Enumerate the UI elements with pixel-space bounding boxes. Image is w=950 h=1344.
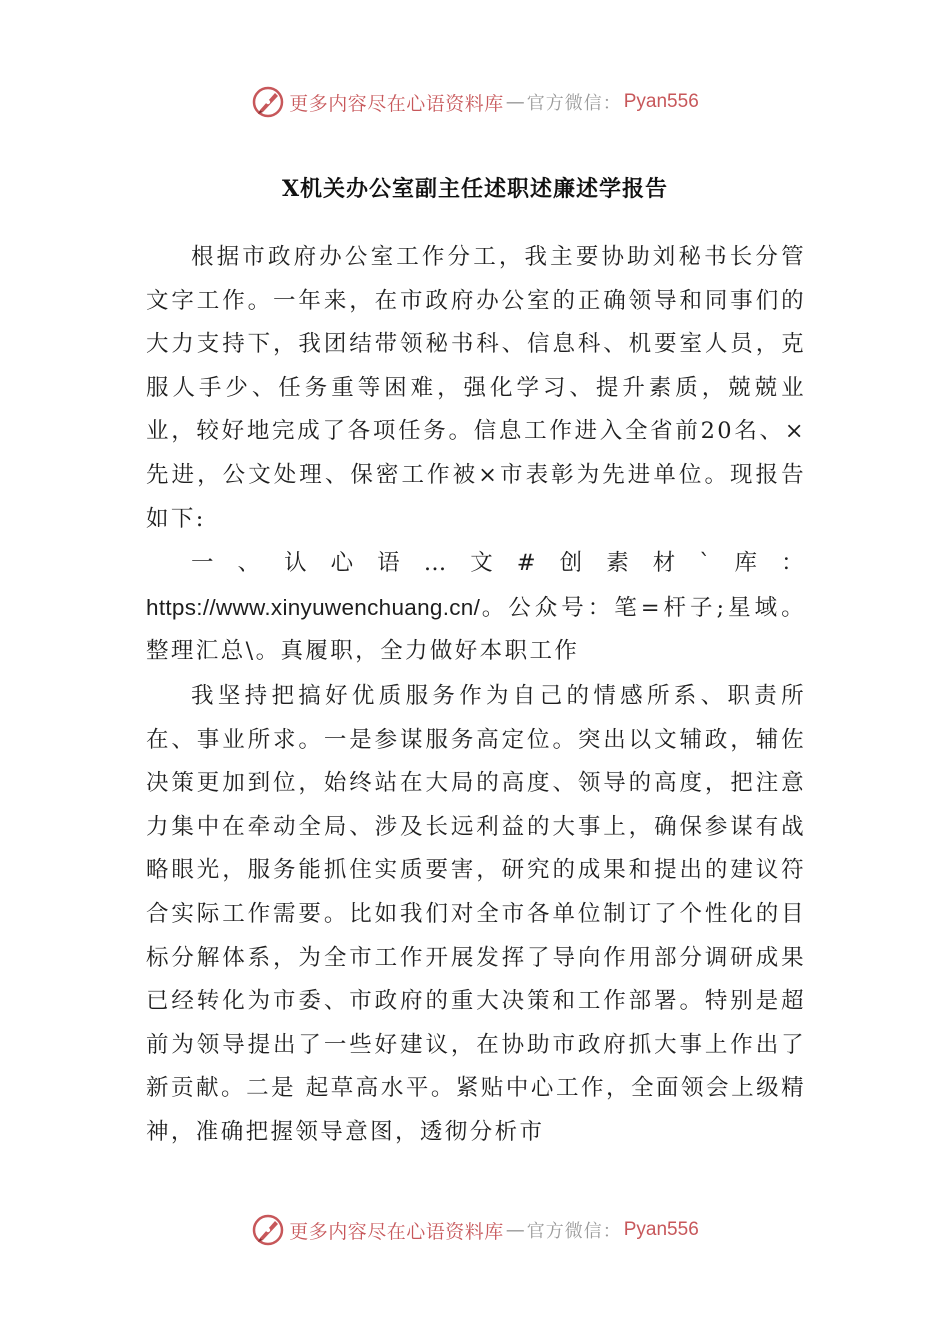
pen-logo-icon: [251, 85, 285, 119]
banner-wechat-id: Pyan556: [623, 1219, 699, 1240]
banner-wechat-label: 官方微信：: [526, 1221, 622, 1242]
banner-wechat-id: Pyan556: [623, 91, 699, 112]
banner-dash: —: [505, 91, 525, 113]
source-url-link[interactable]: https://www.xinyuwenchuang.cn/: [146, 594, 481, 620]
header-watermark-banner: [0, 82, 950, 122]
footer-watermark-banner: [0, 1210, 950, 1250]
banner-text: 更多内容尽在心语资料库: [289, 92, 504, 115]
document-title: X机关办公室副主任述职述廉述学报告: [281, 176, 669, 202]
banner-dash: —: [505, 1219, 525, 1241]
paragraph-section-heading: [146, 542, 806, 674]
document-body: [146, 236, 806, 1154]
banner-text: 更多内容尽在心语资料库: [289, 1220, 504, 1243]
heading-text-a: 一、认心语…文#创素材`库：: [191, 550, 806, 577]
heading-text-b: 。公众号：笔=杆子;星域。整理汇总\。真履职，全力做好本职工作: [146, 594, 806, 665]
paragraph-service: 我坚持把搞好优质服务作为自己的情感所系、职责所在、事业所求。一是参谋服务高定位。突出以文辅政，辅佐决策更加到位，始终站在大局的高度、领导的高度，把注意力集中在牵动全局、涉及长远利益的大事上，确保参谋有战略眼光，服务能抓住实质要害，研究的成果和提出的建议符合实际工作需要。比如我们对全市各单位制订了个性化的目标分解体系，为全市工作开展发挥了导向作用部分调研成果已经转化为市委、市政府的重大决策和工作部署。特别是超前为领导提出了一些好建议，在协助市政府抓大事上作出了新贡献。二是 起草高水平。紧贴中心工作，全面领会上级精神，准确把握领导意图，透彻分析市: [146, 682, 806, 1145]
pen-logo-icon: [251, 1213, 285, 1247]
paragraph-intro: 根据市政府办公室工作分工，我主要协助刘秘书长分管文字工作。一年来，在市政府办公室的正确领导和同事们的大力支持下，我团结带领秘书科、信息科、机要室人员，克服人手少、任务重等困难，强化学习、提升素质，兢兢业业，较好地完成了各项任务。信息工作进入全省前20名、×先进，公文处理、保密工作被×市表彰为先进单位。现报告如下:: [146, 244, 806, 532]
banner-wechat-label: 官方微信：: [526, 93, 622, 114]
